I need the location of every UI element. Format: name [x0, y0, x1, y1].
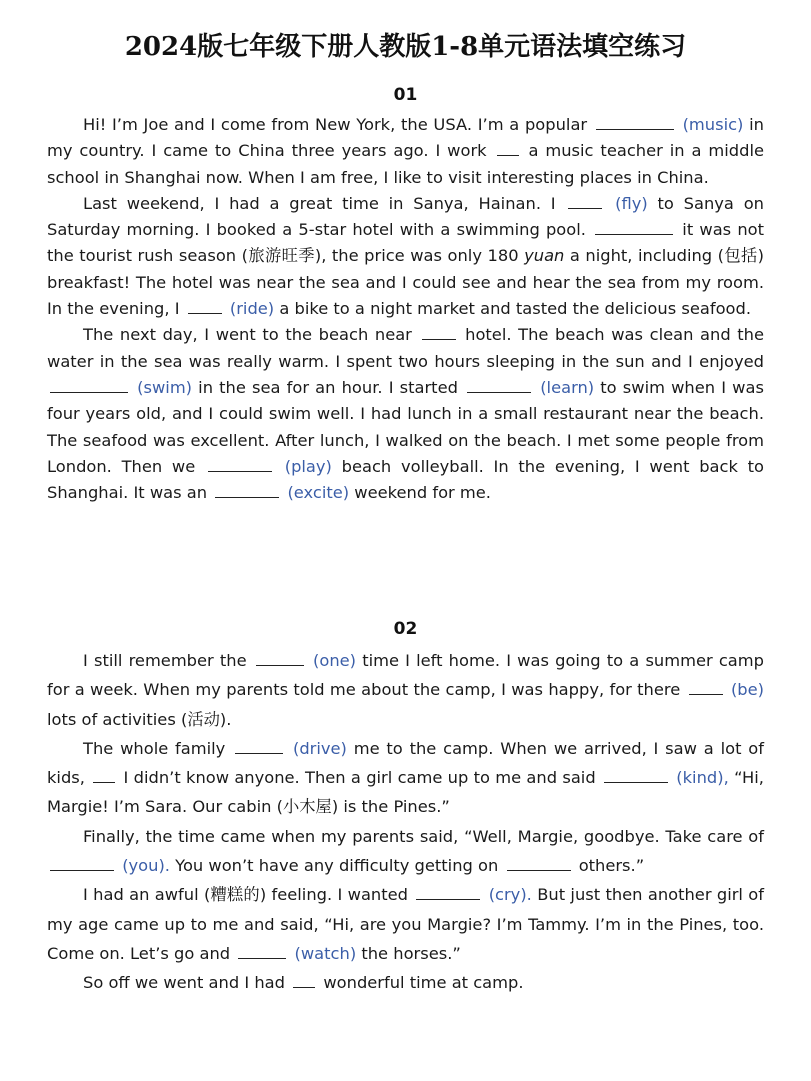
text: it was not the tourist rush season (旅游旺季), the price was only 180 — [47, 220, 764, 266]
answer-blank[interactable] — [568, 207, 602, 209]
word-hint: (ride) — [229, 299, 275, 319]
text: me to the camp. When we arrived, I saw a lot of kids, — [47, 738, 764, 788]
answer-blank[interactable] — [507, 869, 571, 871]
answer-blank[interactable] — [208, 470, 272, 472]
text: Finally, the time came when my parents said, “Well, Margie, goodbye. Take care of — [83, 826, 764, 846]
text: lots of activities (活动). — [47, 709, 232, 729]
section-number-02: 02 — [393, 619, 418, 639]
text: beach volleyball. In the evening, I went back to Shanghai. It was an — [47, 456, 764, 503]
text: a music teacher in a middle school in Shanghai now. When I am free, I like to visit interesting places in China. — [47, 141, 764, 187]
answer-blank[interactable] — [256, 664, 304, 666]
text: You won’t have any difficulty getting on — [175, 856, 499, 876]
answer-blank[interactable] — [416, 898, 480, 900]
answer-blank[interactable] — [215, 496, 279, 498]
paragraph — [47, 968, 764, 997]
answer-blank[interactable] — [50, 391, 128, 393]
paragraph — [47, 880, 764, 968]
passage-01 — [47, 112, 764, 506]
text: The next day, I went to the beach near — [83, 325, 412, 345]
text: wonderful time at camp. — [323, 973, 524, 993]
word-hint: (learn) — [540, 377, 595, 397]
text: in my country. I came to China three years ago. I work — [47, 115, 764, 161]
section-number-01: 01 — [393, 85, 418, 105]
paragraph — [47, 734, 764, 822]
text: I had an awful (糟糕的) feeling. I wanted — [83, 885, 408, 905]
text: Hi! I’m Joe and I come from New York, the USA. I’m a popular — [83, 115, 588, 134]
text: a night, including (包括) breakfast! The hotel was near the sea and I could see and hear the sea from my room. In the evening, I — [47, 246, 764, 319]
word-hint: (play) — [284, 456, 332, 476]
answer-blank[interactable] — [595, 233, 673, 235]
text: hotel. The beach was clean and the water in the sea was really warm. I spent two hours sleeping in the sun and I enjoyed — [47, 325, 764, 371]
answer-blank[interactable] — [604, 781, 668, 783]
text: a bike to a night market and tasted the delicious seafood. — [279, 299, 751, 319]
paragraph — [47, 822, 764, 881]
passage-02 — [47, 646, 764, 998]
word-hint: (music) — [682, 115, 744, 134]
answer-blank[interactable] — [188, 312, 222, 314]
paragraph — [47, 112, 764, 191]
paragraph — [47, 322, 764, 506]
text: I still remember the — [83, 651, 247, 670]
answer-blank[interactable] — [422, 338, 456, 340]
text: yuan — [524, 246, 565, 266]
word-hint: (watch) — [294, 943, 357, 963]
answer-blank[interactable] — [235, 752, 283, 754]
text: The whole family — [83, 738, 226, 758]
text: weekend for me. — [354, 483, 491, 503]
word-hint: (drive) — [292, 738, 347, 758]
answer-blank[interactable] — [467, 391, 531, 393]
answer-blank[interactable] — [497, 154, 519, 156]
word-hint: (one) — [313, 651, 357, 670]
word-hint: (kind), — [676, 768, 729, 788]
word-hint: (cry). — [488, 885, 532, 905]
answer-blank[interactable] — [238, 957, 286, 959]
paragraph — [47, 191, 764, 322]
text: others.” — [578, 856, 645, 876]
answer-blank[interactable] — [50, 869, 114, 871]
answer-blank[interactable] — [293, 986, 315, 988]
answer-blank[interactable] — [596, 128, 674, 130]
text: “Hi, Margie! I’m Sara. Our cabin (小木屋) is the Pines.” — [47, 768, 764, 817]
text: time I left home. I was going to a summer camp for a week. When my parents told me about the camp, I was happy, for there — [47, 651, 764, 700]
answer-blank[interactable] — [689, 693, 723, 695]
text: But just then another girl of my age came up to me and said, “Hi, are you Margie? I’m Tammy. I’m in the Pines, too. Come on. Let’s go and — [47, 885, 764, 963]
text: the horses.” — [361, 943, 461, 963]
word-hint: (you). — [122, 856, 170, 876]
answer-blank[interactable] — [93, 781, 115, 783]
word-hint: (swim) — [137, 377, 193, 397]
paragraph — [47, 646, 764, 734]
text: So off we went and I had — [83, 973, 285, 993]
text: to Sanya on Saturday morning. I booked a 5-star hotel with a swimming pool. — [47, 193, 764, 240]
text: in the sea for an hour. I started — [198, 377, 458, 397]
word-hint: (be) — [730, 680, 764, 700]
document-title: 2024版七年级下册人教版1-8单元语法填空练习 — [124, 32, 687, 62]
text: to swim when I was four years old, and I could swim well. I had lunch in a small restaurant near the beach. The seafood was excellent. After lunch, I walked on the beach. I met some people from London. Then we — [47, 377, 764, 476]
text: I didn’t know anyone. Then a girl came up to me and said — [123, 768, 596, 788]
word-hint: (fly) — [615, 193, 648, 213]
word-hint: (excite) — [287, 483, 350, 503]
text: Last weekend, I had a great time in Sanya, Hainan. I — [83, 193, 556, 213]
